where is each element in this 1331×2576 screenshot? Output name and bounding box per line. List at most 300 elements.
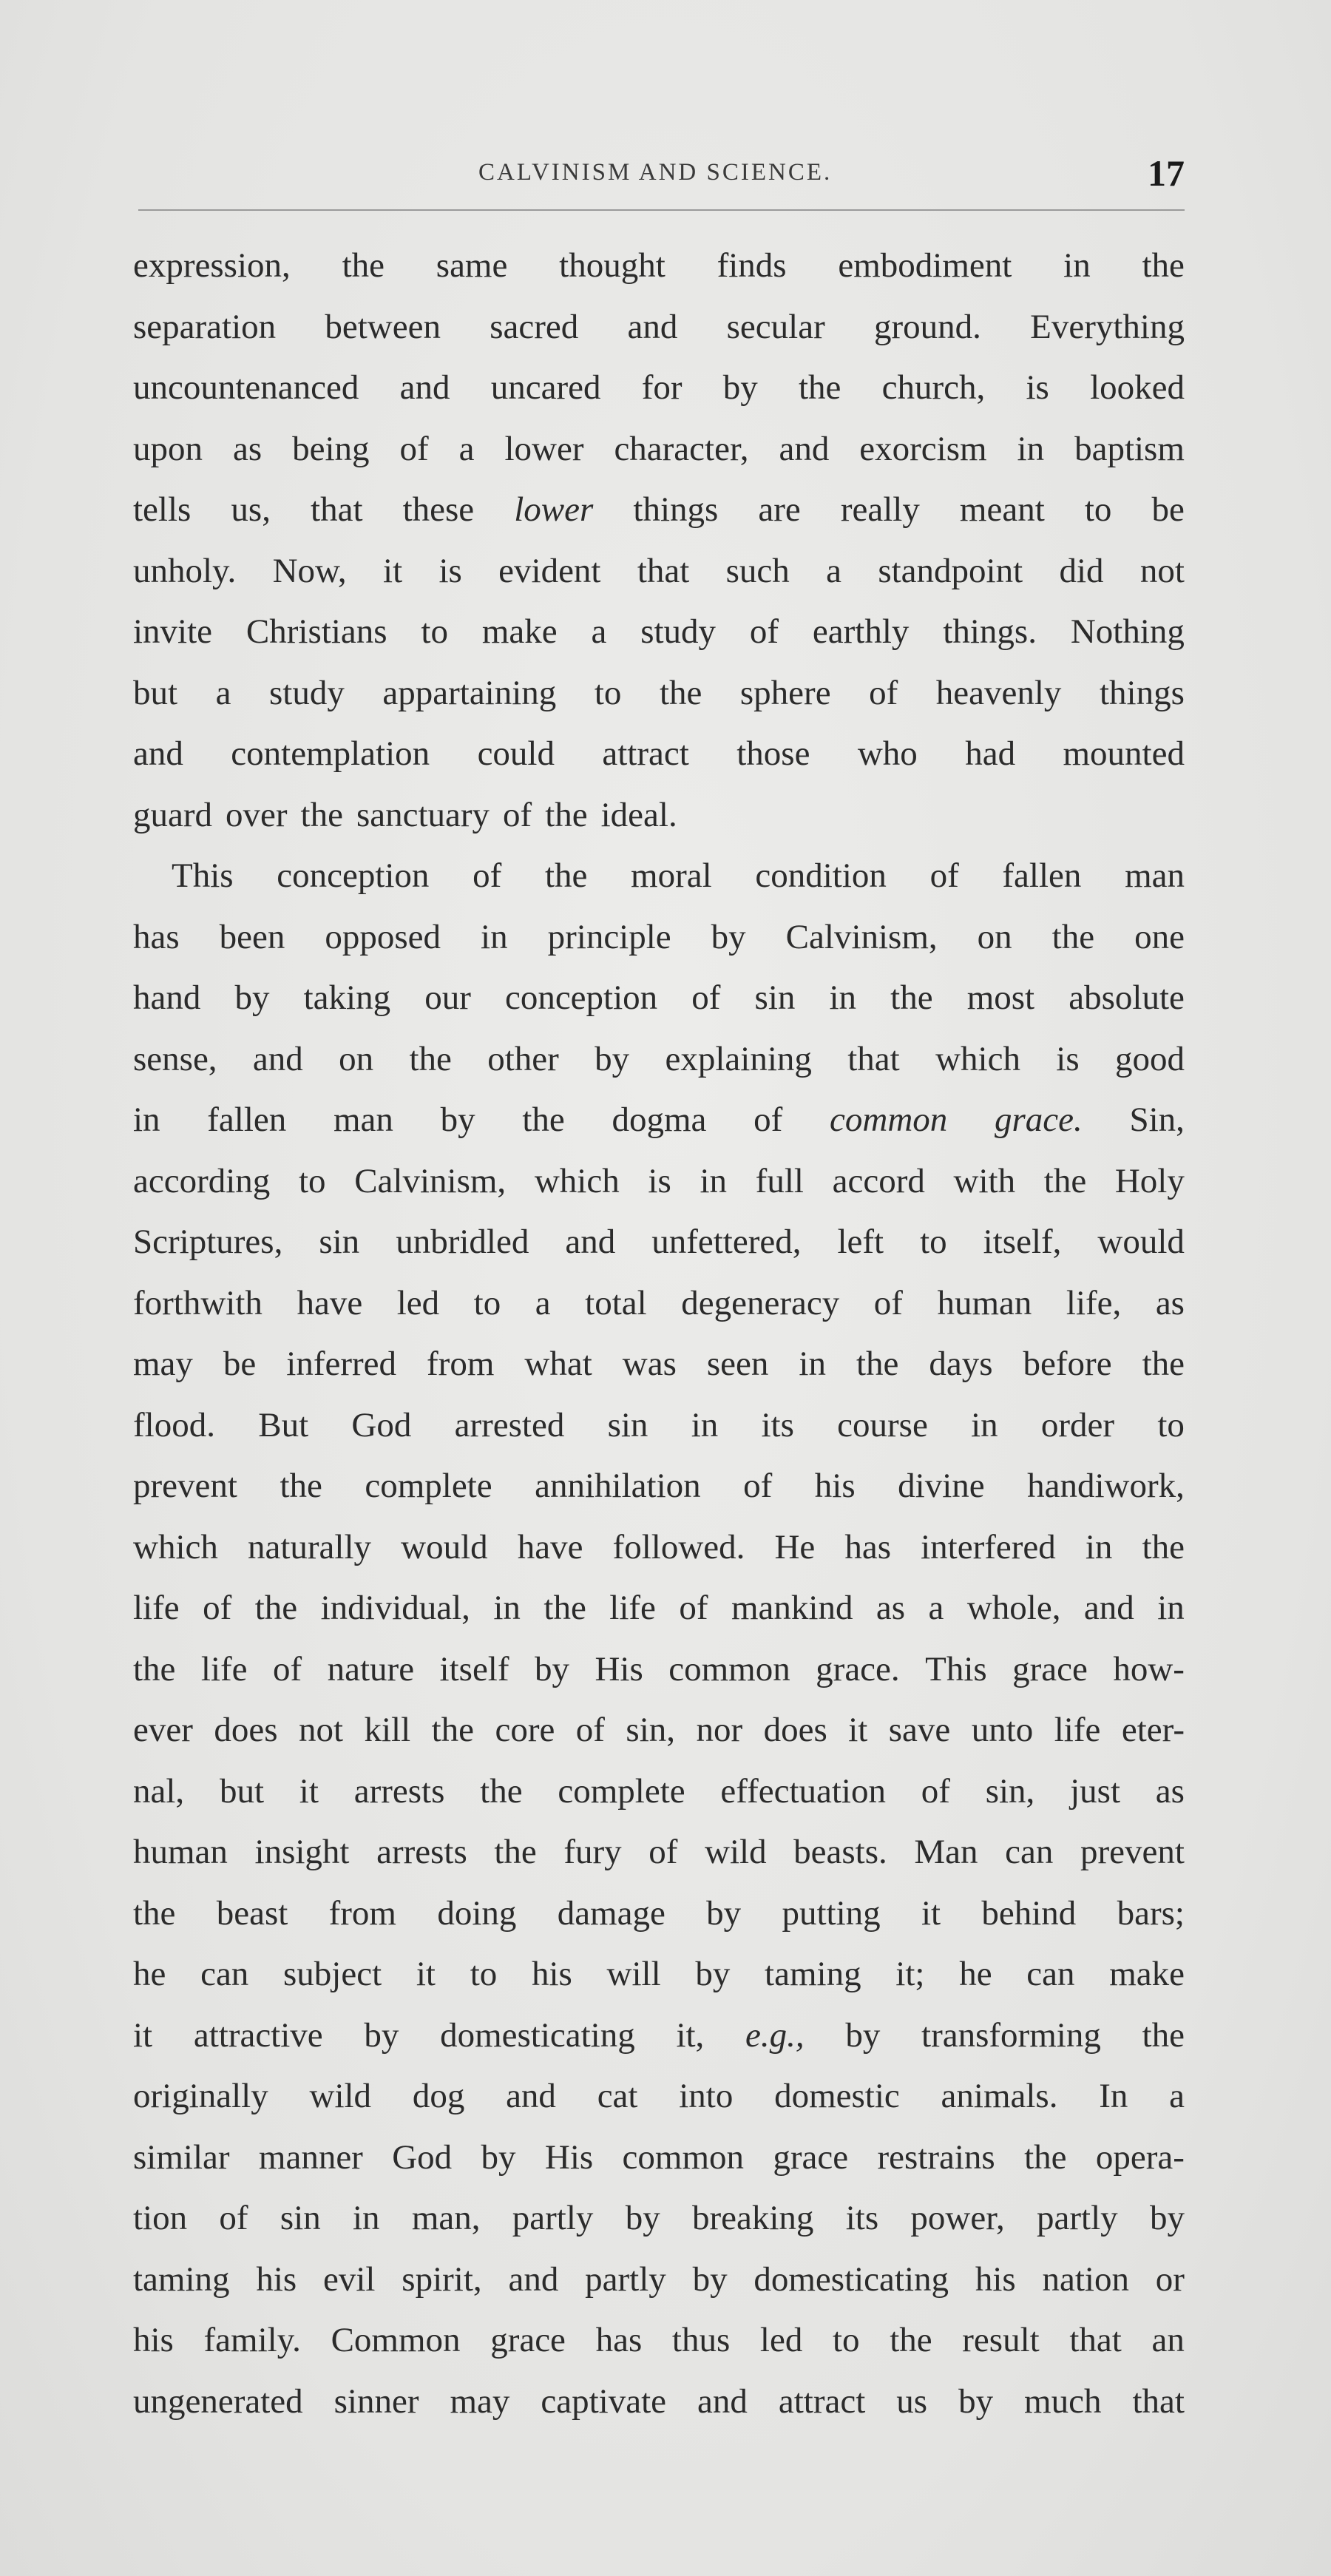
word: not <box>1139 551 1185 590</box>
word: wild <box>309 2077 372 2115</box>
word: mankind <box>731 1589 853 1627</box>
word: tion <box>133 2199 188 2237</box>
word: accord <box>832 1161 925 1200</box>
italic-word: e.g., <box>745 2015 805 2055</box>
word: same <box>436 246 508 285</box>
word: the <box>494 1833 537 1871</box>
word: wild <box>705 1833 767 1871</box>
word: of <box>679 1589 708 1627</box>
word: to <box>920 1223 947 1261</box>
word: to <box>1157 1405 1185 1444</box>
italic-word: common <box>830 1101 948 1139</box>
word: divine <box>898 1467 985 1505</box>
word: damage <box>557 1893 666 1933</box>
word: His <box>595 1649 643 1688</box>
word: in <box>691 1405 719 1444</box>
word: by <box>440 1101 475 1139</box>
word: dogma <box>612 1101 707 1139</box>
word: by <box>481 2137 516 2177</box>
text-line <box>133 663 1185 724</box>
word: Common <box>331 2321 461 2359</box>
word: been <box>219 917 285 956</box>
word: is <box>438 551 462 590</box>
word: sanctuary <box>356 795 490 834</box>
word: of <box>503 795 532 834</box>
word: by <box>534 1649 569 1688</box>
word: secular <box>726 307 825 346</box>
word: the <box>856 1345 899 1383</box>
word: and <box>506 2077 556 2115</box>
word: his <box>975 2259 1016 2299</box>
word: lower <box>504 429 584 468</box>
word: naturally <box>247 1527 372 1566</box>
word: grace. <box>816 1649 900 1688</box>
word: power, <box>910 2199 1005 2237</box>
word: the <box>659 673 702 712</box>
word: of <box>575 1711 605 1749</box>
word: animals. <box>941 2077 1058 2115</box>
word: by <box>364 2015 399 2055</box>
word: of <box>869 673 898 712</box>
word: by <box>1149 2199 1185 2237</box>
text-line <box>133 907 1185 968</box>
word: in <box>971 1405 998 1444</box>
word: the <box>1024 2137 1067 2177</box>
word: an <box>1151 2321 1185 2359</box>
word: and <box>252 1039 303 1078</box>
text-line <box>133 541 1185 602</box>
word: behind <box>981 1893 1077 1933</box>
word: cat <box>597 2077 638 2115</box>
word: human <box>937 1283 1032 1322</box>
text-line <box>133 1273 1185 1334</box>
word: make <box>481 612 558 651</box>
text-line <box>133 1456 1185 1517</box>
word: mounted <box>1063 734 1185 773</box>
word: finds <box>717 246 787 285</box>
word: domesticating <box>753 2259 949 2299</box>
word: his <box>133 2321 174 2359</box>
word: left <box>837 1223 884 1261</box>
word: ground. <box>873 307 981 346</box>
word: Christians <box>245 612 387 651</box>
word: of <box>691 978 721 1017</box>
word: from <box>328 1893 396 1933</box>
word: meant <box>959 490 1045 529</box>
word: of <box>873 1283 903 1322</box>
word: sacred <box>490 307 579 346</box>
word: one <box>1134 917 1185 956</box>
word: man <box>1125 856 1185 895</box>
word: taking <box>303 978 391 1017</box>
word: church, <box>881 368 986 407</box>
word: his <box>531 1955 572 1993</box>
word: unholy. <box>133 551 237 590</box>
text-line <box>133 297 1185 358</box>
word: to <box>594 673 622 712</box>
word: breaking <box>691 2199 814 2237</box>
word: Scriptures, <box>133 1223 283 1261</box>
word: man, <box>411 2199 481 2237</box>
word: did <box>1059 551 1104 590</box>
word: common <box>668 1649 790 1688</box>
word: the <box>480 1771 523 1811</box>
word: in <box>481 917 508 956</box>
word: from <box>427 1345 495 1383</box>
text-line <box>133 1700 1185 1761</box>
text-line <box>133 785 1185 846</box>
word: and <box>627 307 678 346</box>
word: fury <box>563 1833 622 1871</box>
word: as <box>232 429 263 468</box>
word: which <box>935 1039 1020 1078</box>
running-head <box>138 152 1185 196</box>
word: life <box>1054 1711 1101 1749</box>
word: according <box>133 1161 271 1200</box>
word: complete <box>558 1771 685 1811</box>
word: sin <box>754 978 796 1017</box>
word: the <box>1142 2015 1185 2055</box>
word: be <box>223 1345 257 1383</box>
text-line <box>133 845 1185 907</box>
word: the <box>280 1467 322 1505</box>
text-line <box>133 2066 1185 2127</box>
word: Calvinism, <box>354 1161 507 1200</box>
word: by <box>692 2259 728 2299</box>
word: conception <box>504 978 658 1017</box>
word: condition <box>755 856 887 895</box>
word: our <box>424 978 471 1017</box>
word: other <box>487 1039 559 1078</box>
word: its <box>761 1405 794 1444</box>
word: kill <box>364 1711 411 1749</box>
word: and <box>697 2381 748 2421</box>
word: absolute <box>1068 978 1185 1017</box>
word: of <box>921 1771 950 1811</box>
word: which <box>534 1161 620 1200</box>
word: who <box>857 734 918 773</box>
word: separation <box>133 307 277 346</box>
word: of <box>648 1833 678 1871</box>
word: by <box>711 917 746 956</box>
word: to <box>421 612 448 651</box>
word: of <box>219 2199 248 2237</box>
word: the <box>890 978 933 1017</box>
word: partly <box>512 2199 594 2237</box>
word: as <box>1155 1771 1185 1811</box>
text-line <box>133 1333 1185 1395</box>
word: sense, <box>133 1039 217 1078</box>
word: domestic <box>774 2077 900 2115</box>
word: by <box>695 1955 731 1993</box>
word: by <box>845 2015 881 2055</box>
word: domesticating <box>440 2015 635 2055</box>
word: the <box>1051 917 1095 956</box>
word: ideal. <box>600 795 677 834</box>
italic-word: lower <box>514 490 594 529</box>
word: full <box>755 1161 804 1200</box>
word: manner <box>258 2137 363 2177</box>
word: nation <box>1042 2259 1129 2299</box>
word: the <box>1142 246 1185 285</box>
word: things. <box>943 612 1037 651</box>
text-line <box>133 235 1185 297</box>
word: have <box>517 1527 583 1566</box>
word: followed. <box>612 1527 745 1566</box>
word: sphere <box>739 673 831 712</box>
word: it <box>299 1771 319 1811</box>
word: can <box>1026 1955 1075 1993</box>
word: is <box>1056 1039 1080 1078</box>
word: and <box>779 429 830 468</box>
word: unbridled <box>396 1223 529 1261</box>
word: a <box>928 1589 944 1627</box>
word: are <box>758 490 801 529</box>
word: exorcism <box>859 429 987 468</box>
word: spirit, <box>402 2259 482 2299</box>
word: make <box>1109 1955 1185 1993</box>
word: in <box>829 978 857 1017</box>
word: restrains <box>877 2137 995 2177</box>
word: embodiment <box>838 246 1012 285</box>
word: complete <box>365 1467 492 1505</box>
word: seen <box>706 1345 769 1383</box>
word: taming <box>765 1955 861 1993</box>
word: not <box>298 1711 343 1749</box>
word: in <box>493 1589 521 1627</box>
word: But <box>258 1405 309 1444</box>
word: may <box>133 1345 193 1383</box>
word: standpoint <box>878 551 1023 590</box>
word: be <box>1151 490 1185 529</box>
word: what <box>524 1345 592 1383</box>
word: will <box>606 1955 661 1993</box>
word: things <box>633 490 719 529</box>
word: by <box>706 1893 742 1933</box>
word: was <box>622 1345 677 1383</box>
word: attractive <box>193 2015 323 2055</box>
word: for <box>641 368 683 407</box>
text-line <box>133 1578 1185 1639</box>
word: individual, <box>320 1589 470 1627</box>
word: uncountenanced <box>133 368 359 407</box>
word: can <box>1005 1833 1054 1871</box>
word: the <box>431 1711 475 1749</box>
word: conception <box>277 856 430 895</box>
word: the <box>133 1893 176 1933</box>
word: of <box>473 856 502 895</box>
word: common <box>622 2137 745 2177</box>
word: prevent <box>1080 1833 1185 1871</box>
word: and <box>508 2259 559 2299</box>
word: in <box>133 1101 160 1139</box>
word: He <box>774 1527 816 1566</box>
word: partly <box>1037 2199 1118 2237</box>
word: course <box>837 1405 928 1444</box>
word: which <box>133 1527 218 1566</box>
word: opposed <box>325 917 441 956</box>
word: upon <box>133 429 203 468</box>
word: may <box>450 2381 510 2421</box>
word: God <box>392 2137 453 2177</box>
word: subject <box>283 1955 382 1993</box>
word: human <box>133 1833 228 1871</box>
header-rule <box>138 209 1185 211</box>
word: in <box>1063 246 1091 285</box>
word: prevent <box>133 1467 237 1505</box>
word: led <box>396 1283 440 1322</box>
word: nature <box>327 1649 415 1688</box>
word: most <box>966 978 1035 1017</box>
word: beasts. <box>793 1833 887 1871</box>
text-line <box>133 2005 1185 2066</box>
word: it; <box>895 1955 925 1993</box>
word: in <box>352 2199 380 2237</box>
word: in <box>1085 1527 1113 1566</box>
word: is <box>1026 368 1049 407</box>
text-line <box>133 1822 1185 1883</box>
word: attract <box>778 2381 866 2421</box>
page-number: 17 <box>1148 152 1185 194</box>
word: the <box>342 246 385 285</box>
word: family. <box>203 2321 301 2359</box>
text-line <box>133 2310 1185 2371</box>
word: had <box>965 734 1016 773</box>
word: putting <box>782 1893 881 1933</box>
word: in <box>1157 1589 1185 1627</box>
word: doing <box>437 1893 517 1933</box>
word: in <box>700 1161 727 1200</box>
word: the <box>1142 1527 1185 1566</box>
word: opera- <box>1095 2137 1185 2177</box>
word: would <box>401 1527 488 1566</box>
running-title: CALVINISM AND SCIENCE. <box>478 159 833 186</box>
word: to <box>298 1161 326 1200</box>
word: core <box>495 1711 555 1749</box>
word: us, <box>231 490 271 529</box>
word: unto <box>971 1711 1034 1749</box>
word: life <box>609 1589 656 1627</box>
word: looked <box>1090 368 1185 407</box>
word: the <box>544 856 588 895</box>
word: fallen <box>207 1101 287 1139</box>
word: by <box>234 978 270 1017</box>
word: life <box>200 1649 248 1688</box>
word: he <box>959 1955 992 1993</box>
text-line <box>133 1029 1185 1090</box>
word: does <box>214 1711 278 1749</box>
word: it <box>848 1711 868 1749</box>
word: This <box>172 856 234 895</box>
word: This <box>925 1649 987 1688</box>
word: sin <box>607 1405 648 1444</box>
word: his <box>814 1467 856 1505</box>
word: such <box>725 551 790 590</box>
word: of <box>743 1467 773 1505</box>
word: into <box>679 2077 734 2115</box>
word: life, <box>1066 1283 1122 1322</box>
word: a <box>458 429 475 468</box>
text-line <box>133 1944 1185 2005</box>
word: by <box>595 1039 630 1078</box>
word: study <box>640 612 717 651</box>
word: ever <box>133 1711 193 1749</box>
word: Sin, <box>1129 1101 1185 1139</box>
word: the <box>798 368 841 407</box>
word: grace <box>1012 1649 1088 1688</box>
word: his <box>256 2259 297 2299</box>
word: with <box>953 1161 1016 1200</box>
word: it <box>921 1893 941 1933</box>
text-line <box>133 1151 1185 1212</box>
word: the <box>543 1589 586 1627</box>
word: much <box>1024 2381 1102 2421</box>
word: and <box>399 368 450 407</box>
word: effectuation <box>720 1771 886 1811</box>
word: character, <box>614 429 749 468</box>
word: those <box>736 734 810 773</box>
word: appartaining <box>382 673 557 712</box>
word: partly <box>585 2259 666 2299</box>
text-line <box>133 357 1185 419</box>
word: sin <box>280 2199 321 2237</box>
word: save <box>888 1711 951 1749</box>
italic-word: grace. <box>994 1101 1083 1139</box>
word: arrests <box>376 1833 467 1871</box>
word: Man <box>914 1833 978 1871</box>
word: sin <box>319 1223 360 1261</box>
word: thought <box>559 246 666 285</box>
word: evident <box>498 551 601 590</box>
word: attract <box>602 734 689 773</box>
word: thus <box>671 2321 731 2359</box>
word: sin, <box>985 1771 1035 1811</box>
word: have <box>297 1283 363 1322</box>
word: total <box>585 1283 647 1322</box>
text-line <box>133 2127 1185 2188</box>
word: to <box>1084 490 1112 529</box>
word: uncared <box>490 368 601 407</box>
word: us <box>896 2381 928 2421</box>
text-line <box>133 479 1185 541</box>
word: just <box>1070 1771 1121 1811</box>
text-line <box>133 601 1185 663</box>
word: flood. <box>133 1405 215 1444</box>
word: order <box>1040 1405 1115 1444</box>
word: and <box>133 734 183 773</box>
word: the <box>300 795 343 834</box>
word: on <box>339 1039 374 1078</box>
word: that <box>311 490 363 529</box>
word: whole, <box>966 1589 1061 1627</box>
word: moral <box>631 856 712 895</box>
word: itself <box>439 1649 509 1688</box>
word: captivate <box>541 2381 667 2421</box>
word: eter- <box>1121 1711 1185 1749</box>
word: over <box>226 795 288 834</box>
word: Nothing <box>1070 612 1185 651</box>
word: nor <box>696 1711 743 1749</box>
word: and <box>1083 1589 1134 1627</box>
word: the <box>409 1039 452 1078</box>
word: these <box>402 490 475 529</box>
word: beast <box>216 1893 288 1933</box>
word: result <box>962 2321 1040 2359</box>
word: insight <box>254 1833 350 1871</box>
word: similar <box>133 2137 230 2177</box>
word: it, <box>676 2015 705 2055</box>
word: of <box>399 429 429 468</box>
